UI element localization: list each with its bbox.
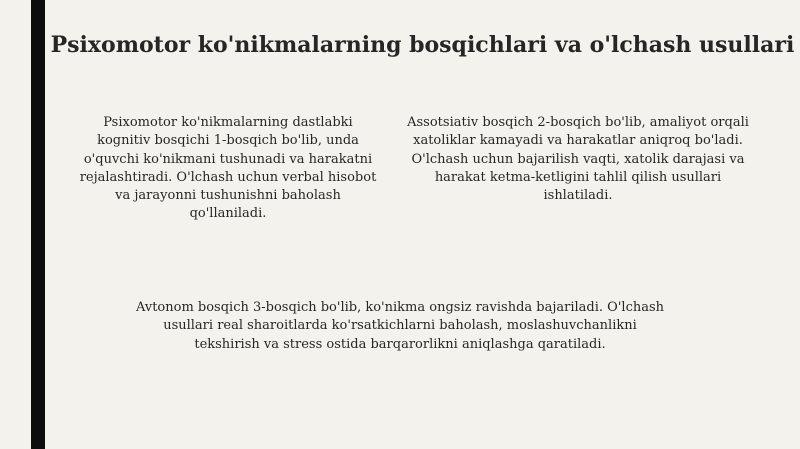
associative-stage-paragraph: Assotsiativ bosqich 2-bosqich bo'lib, amaliyot orqali xatoliklar kamayadi va harakatlar aniqroq bo'ladi. O'lchash uchun bajarilish vaqti, xatolik darajasi va harakat ketma-ketligini tahlil qilish usullari ishlatiladi. <box>407 115 749 204</box>
slide-title: Psixomotor ko'nikmalarning bosqichlari va o'lchash usullari <box>50 32 795 58</box>
accent-bar <box>31 0 45 449</box>
autonomous-stage-paragraph: Avtonom bosqich 3-bosqich bo'lib, ko'nikma ongsiz ravishda bajariladi. O'lchash usullari real sharoitlarda ko'rsatkichlarni baholash, moslashuvchanlikni tekshirish va stress ostida barqarorlikni aniqlashga qaratiladi. <box>135 300 665 352</box>
cognitive-stage-paragraph: Psixomotor ko'nikmalarning dastlabki kognitiv bosqichi 1-bosqich bo'lib, unda o'quvchi ko'nikmani tushunadi va harakatni rejalashtiradi. O'lchash uchun verbal hisobot va jarayonni tushunishni baholash qo'llaniladi. <box>79 115 377 222</box>
